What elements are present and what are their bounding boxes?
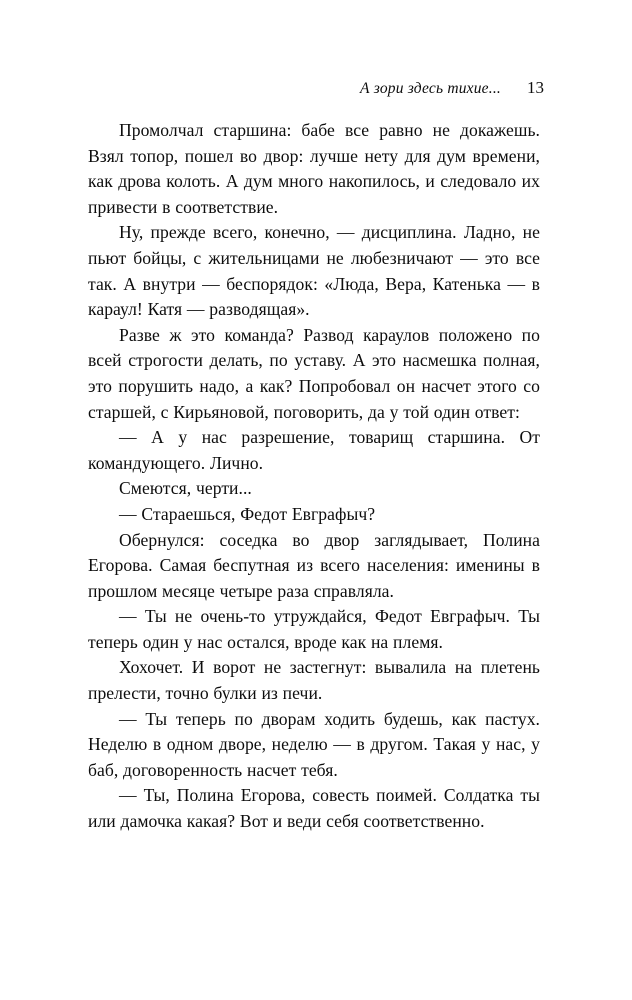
paragraph: Хохочет. И ворот не застегнут: вывалила на плетень прелести, точно булки из печи. xyxy=(88,657,540,704)
paragraph: — Ты теперь по дворам ходить будешь, как пастух. Неделю в одном дворе, неделю — в другом. Такая у нас, у баб, договоренность насчет тебя. xyxy=(88,708,540,780)
paragraph: — Стараешься, Федот Евграфыч? xyxy=(119,503,376,524)
paragraph: Смеются, черти... xyxy=(119,478,252,499)
paragraph: Ну, прежде всего, конечно, — дисциплина. Ладно, не пьют бойцы, с жительницами не любезничают — это все так. А внутри — беспорядок: «Люда, Вера, Катенька — в караул! Катя — разводящая». xyxy=(88,222,540,320)
paragraph: — А у нас разрешение, товарищ старшина. От командующего. Лично. xyxy=(88,427,540,473)
paragraph: Промолчал старшина: бабе все равно не докажешь. Взял топор, пошел во двор: лучше нету для дум времени, как дрова колоть. А дум много накопилось, и следовало их привести в соответствие. xyxy=(88,120,540,217)
page-header xyxy=(88,78,544,102)
paragraph: — Ты, Полина Егорова, совесть поимей. Солдатка ты или дамочка какая? Вот и веди себя соответственно. xyxy=(88,785,540,832)
paragraph: Разве ж это команда? Развод караулов положено по всей строгости делать, по уставу. А это насмешка полная, это порушить надо, а как? Попробовал он насчет этого со старшей, с Кирьяновой, поговорить, да у той один ответ: xyxy=(88,324,540,422)
paragraph: — Ты не очень-то утруждайся, Федот Евграфыч. Ты теперь один у нас остался, вроде как на племя. xyxy=(88,606,540,652)
running-title: А зори здесь тихие... xyxy=(360,80,501,97)
page-number: 13 xyxy=(527,78,544,97)
body-text xyxy=(88,118,540,835)
paragraph: Обернулся: соседка во двор заглядывает, Полина Егорова. Самая беспутная из всего населения: именины в прошлом месяце четыре раза справляла. xyxy=(88,529,540,601)
